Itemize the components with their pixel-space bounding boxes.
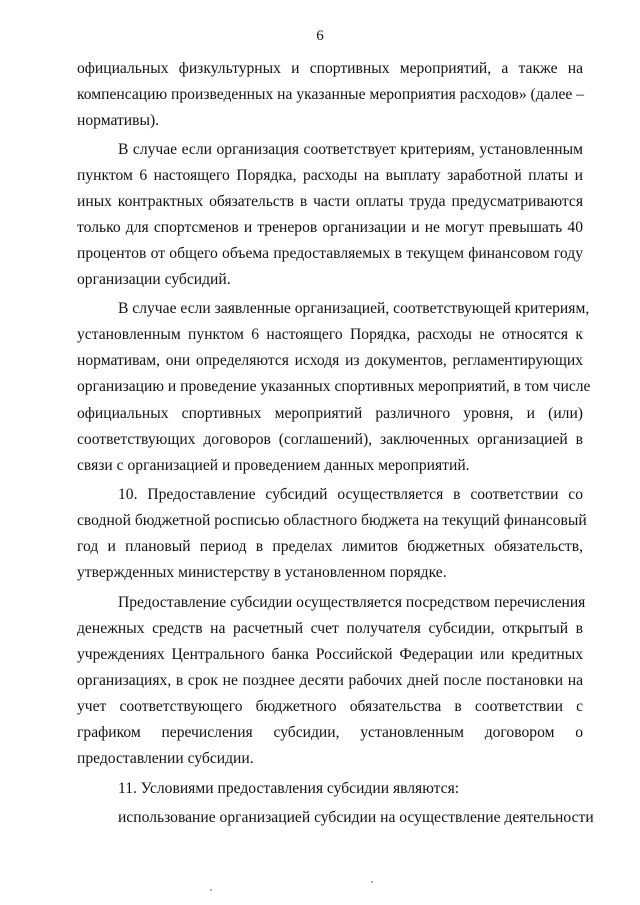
- text-line: установленным пунктом 6 настоящего Порядка, расходы не относятся к: [77, 326, 583, 343]
- text-line: предоставлении субсидии.: [77, 750, 254, 767]
- text-line: В случае если заявленные организацией, соответствующей критериям,: [118, 300, 590, 317]
- text-line: официальных физкультурных и спортивных мероприятий, а также на: [77, 60, 583, 77]
- text-line: нормативам, они определяются исходя из документов, регламентирующих: [77, 352, 583, 369]
- text-line: процентов от общего объема предоставляемых в текущем финансовом году: [77, 245, 583, 262]
- text-line: связи с организацией и проведением данных мероприятий.: [77, 457, 470, 474]
- text-line: нормативы).: [77, 112, 160, 129]
- text-line: Предоставление субсидии осуществляется посредством перечисления: [118, 594, 586, 611]
- text-line: учреждениях Центрального банка Российской Федерации или кредитных: [77, 646, 583, 663]
- text-line: год и плановый период в пределах лимитов бюджетных обязательств,: [77, 538, 583, 555]
- text-line: только для спортсменов и тренеров организации и не могут превышать 40: [77, 219, 583, 236]
- scan-speck: [371, 881, 373, 883]
- text-line: В случае если организация соответствует критериям, установленным: [118, 141, 583, 158]
- text-line: компенсацию произведенных на указанные мероприятия расходов» (далее –: [77, 86, 585, 103]
- text-line: 10. Предоставление субсидий осуществляется в соответствии со: [118, 486, 583, 503]
- text-line: соответствующих договоров (соглашений), заключенных организацией в: [77, 431, 583, 448]
- text-line: иных контрактных обязательств в части оплаты труда предусматриваются: [77, 193, 583, 210]
- text-line: организации субсидий.: [77, 271, 231, 288]
- text-line: официальных спортивных мероприятий различного уровня, и (или): [77, 405, 583, 422]
- page-number: 6: [316, 28, 324, 44]
- text-line: учет соответствующего бюджетного обязательства в соответствии с: [77, 698, 583, 715]
- text-line: использование организацией субсидии на осуществление деятельности: [118, 809, 594, 826]
- text-line: организациях, в срок не позднее десяти рабочих дней после постановки на: [77, 672, 583, 689]
- text-line: 11. Условиями предоставления субсидии являются:: [118, 780, 460, 797]
- text-line: графиком перечисления субсидии, установленным договором о: [77, 724, 583, 741]
- text-line: организацию и проведение указанных спортивных мероприятий, в том числе: [77, 378, 591, 395]
- text-line: сводной бюджетной росписью областного бюджета на текущий финансовый: [77, 512, 587, 529]
- text-line: денежных средств на расчетный счет получателя субсидии, открытый в: [77, 620, 583, 637]
- text-line: пунктом 6 настоящего Порядка, расходы на выплату заработной платы и: [77, 167, 583, 184]
- text-line: утвержденных министерству в установленном порядке.: [77, 564, 447, 581]
- scan-speck: [210, 889, 212, 891]
